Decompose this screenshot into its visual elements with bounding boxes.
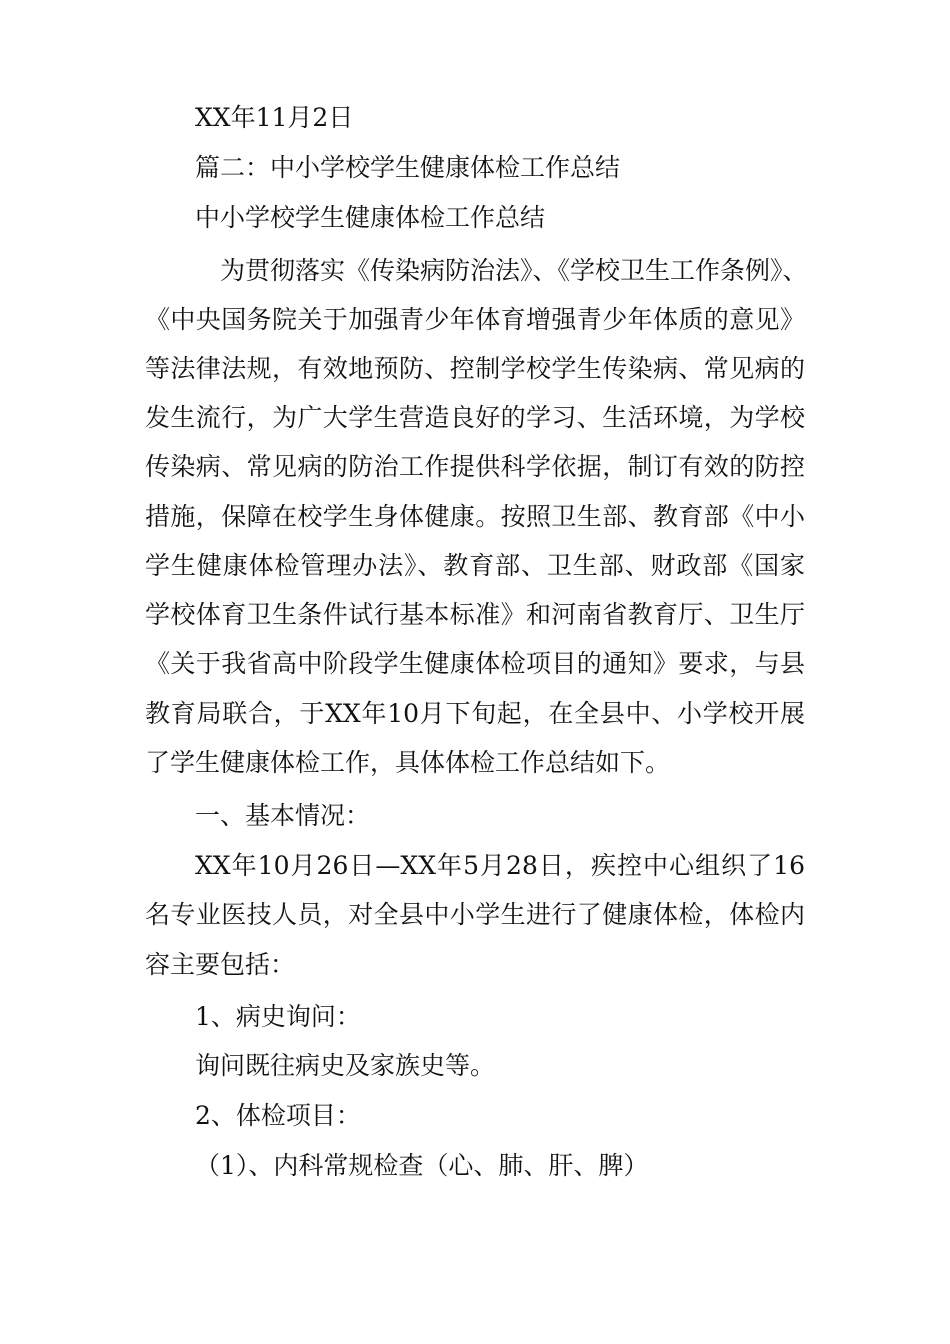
item-two-sub-one: （1）、内科常规检查（心、肺、肝、脾） xyxy=(195,1151,649,1180)
section-heading: 篇二：中小学校学生健康体检工作总结 xyxy=(195,153,621,182)
paragraph-line: 教育局联合，于XX年10月下旬起，在全县中、小学校开展 xyxy=(145,699,805,728)
section-one-heading: 一、基本情况： xyxy=(195,801,371,830)
paragraph-line: 《关于我省高中阶段学生健康体检项目的通知》要求，与县 xyxy=(145,649,805,678)
document-title: 中小学校学生健康体检工作总结 xyxy=(195,203,546,232)
date-line: XX年11月2日 xyxy=(195,103,354,132)
paragraph-line: 措施，保障在校学生身体健康。按照卫生部、教育部《中小 xyxy=(145,502,805,531)
paragraph-line: 了学生健康体检工作，具体体检工作总结如下。 xyxy=(145,748,671,777)
paragraph-line: 学生健康体检管理办法》、教育部、卫生部、财政部《国家 xyxy=(145,551,805,580)
paragraph-line: XX年10月26日—XX年5月28日，疾控中心组织了16 xyxy=(195,851,805,880)
item-one-heading: 1、病史询问： xyxy=(195,1002,361,1031)
item-one-text: 询问既往病史及家族史等。 xyxy=(195,1051,496,1080)
item-two-heading: 2、体检项目： xyxy=(195,1101,361,1130)
paragraph-line: 名专业医技人员，对全县中小学生进行了健康体检，体检内 xyxy=(145,900,805,929)
paragraph-line: 等法律法规，有效地预防、控制学校学生传染病、常见病的 xyxy=(145,354,805,383)
paragraph-line: 为贯彻落实《传染病防治法》、《学校卫生工作条例》、 xyxy=(220,256,808,285)
paragraph-line: 《中央国务院关于加强青少年体育增强青少年体质的意见》 xyxy=(145,305,805,334)
paragraph-line: 传染病、常见病的防治工作提供科学依据，制订有效的防控 xyxy=(145,452,805,481)
paragraph-line: 学校体育卫生条件试行基本标准》和河南省教育厅、卫生厅 xyxy=(145,600,805,629)
paragraph-line: 发生流行，为广大学生营造良好的学习、生活环境，为学校 xyxy=(145,403,805,432)
paragraph-line: 容主要包括： xyxy=(145,950,296,979)
